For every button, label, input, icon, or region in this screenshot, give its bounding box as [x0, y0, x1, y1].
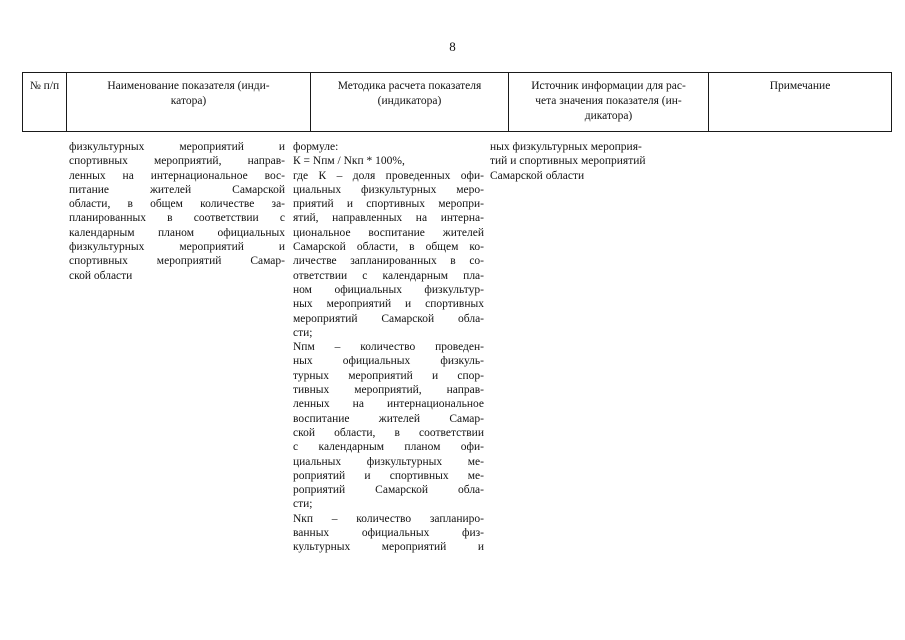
indicator-name-text: [69, 140, 285, 283]
text-line: мероприятий Самарской обла-: [293, 312, 484, 325]
text-line: ных физкультурных мероприя-: [490, 141, 642, 153]
text-line: питание жителей Самарской: [69, 183, 285, 196]
text-line: планированных в соответствии с: [69, 212, 285, 225]
information-source-text: [490, 140, 685, 183]
text-line: календарным планом официальных: [69, 226, 285, 239]
page-number: 8: [449, 39, 456, 54]
text-line: ных официальных физкуль-: [293, 355, 484, 368]
text-line: приятий и спортивных меропри-: [293, 198, 484, 211]
text-line: ленных на интернациональное: [293, 398, 484, 411]
text-line: где К – доля проведенных офи-: [293, 169, 484, 182]
text-line: ятий, направленных на интерна-: [293, 212, 484, 225]
text-line: ответствии с календарным пла-: [293, 269, 484, 282]
text-line: тивных мероприятий, направ-: [293, 384, 484, 397]
header-indicator-name: [67, 73, 311, 131]
text-line: области, в общем количестве за-: [69, 198, 285, 211]
header-indicator-name-line: катора): [170, 95, 207, 107]
text-line: Самарской области, в общем ко-: [293, 241, 484, 254]
text-line: сти;: [293, 498, 313, 511]
text-line: ных мероприятий и спортивных: [293, 298, 484, 311]
text-line: спортивных мероприятий Самар-: [69, 255, 285, 268]
text-line: циальных физкультурных ме-: [293, 455, 484, 468]
text-line: Nпм – количество проведен-: [293, 341, 484, 354]
text-line: ном официальных физкультур-: [293, 283, 484, 296]
text-line: ской области, в соответствии: [293, 426, 484, 439]
text-line: циальных физкультурных меро-: [293, 183, 484, 196]
header-method-line: (индикатора): [377, 95, 442, 107]
text-line: культурных мероприятий и: [293, 541, 484, 554]
header-information-source: [509, 73, 709, 131]
text-line: физкультурных мероприятий и: [69, 241, 285, 254]
text-line: турных мероприятий и спор-: [293, 369, 484, 382]
header-note: Примечание: [769, 80, 831, 92]
text-line: формуле:: [293, 141, 339, 153]
text-line: воспитание жителей Самар-: [293, 412, 484, 425]
text-line: циональное воспитание жителей: [293, 226, 484, 239]
header-method-line: Методика расчета показателя: [337, 80, 482, 92]
text-line: Nкп – количество запланиро-: [293, 512, 484, 525]
text-line: роприятий и спортивных ме-: [293, 469, 484, 482]
header-source-line: Источник информации для рас-: [531, 80, 686, 92]
text-line: ленных на интернациональное вос-: [69, 169, 285, 182]
text-line: тий и спортивных мероприятий: [490, 155, 646, 168]
header-calculation-method: [311, 73, 509, 131]
text-line: физкультурных мероприятий и: [69, 141, 285, 153]
text-line: сти;: [293, 326, 313, 339]
text-line: личестве запланированных в со-: [293, 255, 484, 268]
text-line: с календарным планом офи-: [293, 441, 484, 454]
header-source-line: дикатора): [584, 110, 633, 122]
header-indicator-name-line: Наименование показателя (инди-: [107, 80, 270, 92]
text-line: Самарской области: [490, 169, 585, 182]
formula-line: К = Nпм / Nкп * 100%,: [293, 155, 405, 168]
header-source-line: чета значения показателя (ин-: [535, 95, 682, 107]
calculation-method-text: [293, 140, 484, 555]
text-line: спортивных мероприятий, направ-: [69, 155, 285, 168]
text-line: роприятий Самарской обла-: [293, 484, 484, 497]
table-header: [22, 72, 892, 132]
header-number: № п/п: [23, 73, 67, 131]
text-line: ванных официальных физ-: [293, 527, 484, 540]
text-line: ской области: [69, 269, 133, 282]
